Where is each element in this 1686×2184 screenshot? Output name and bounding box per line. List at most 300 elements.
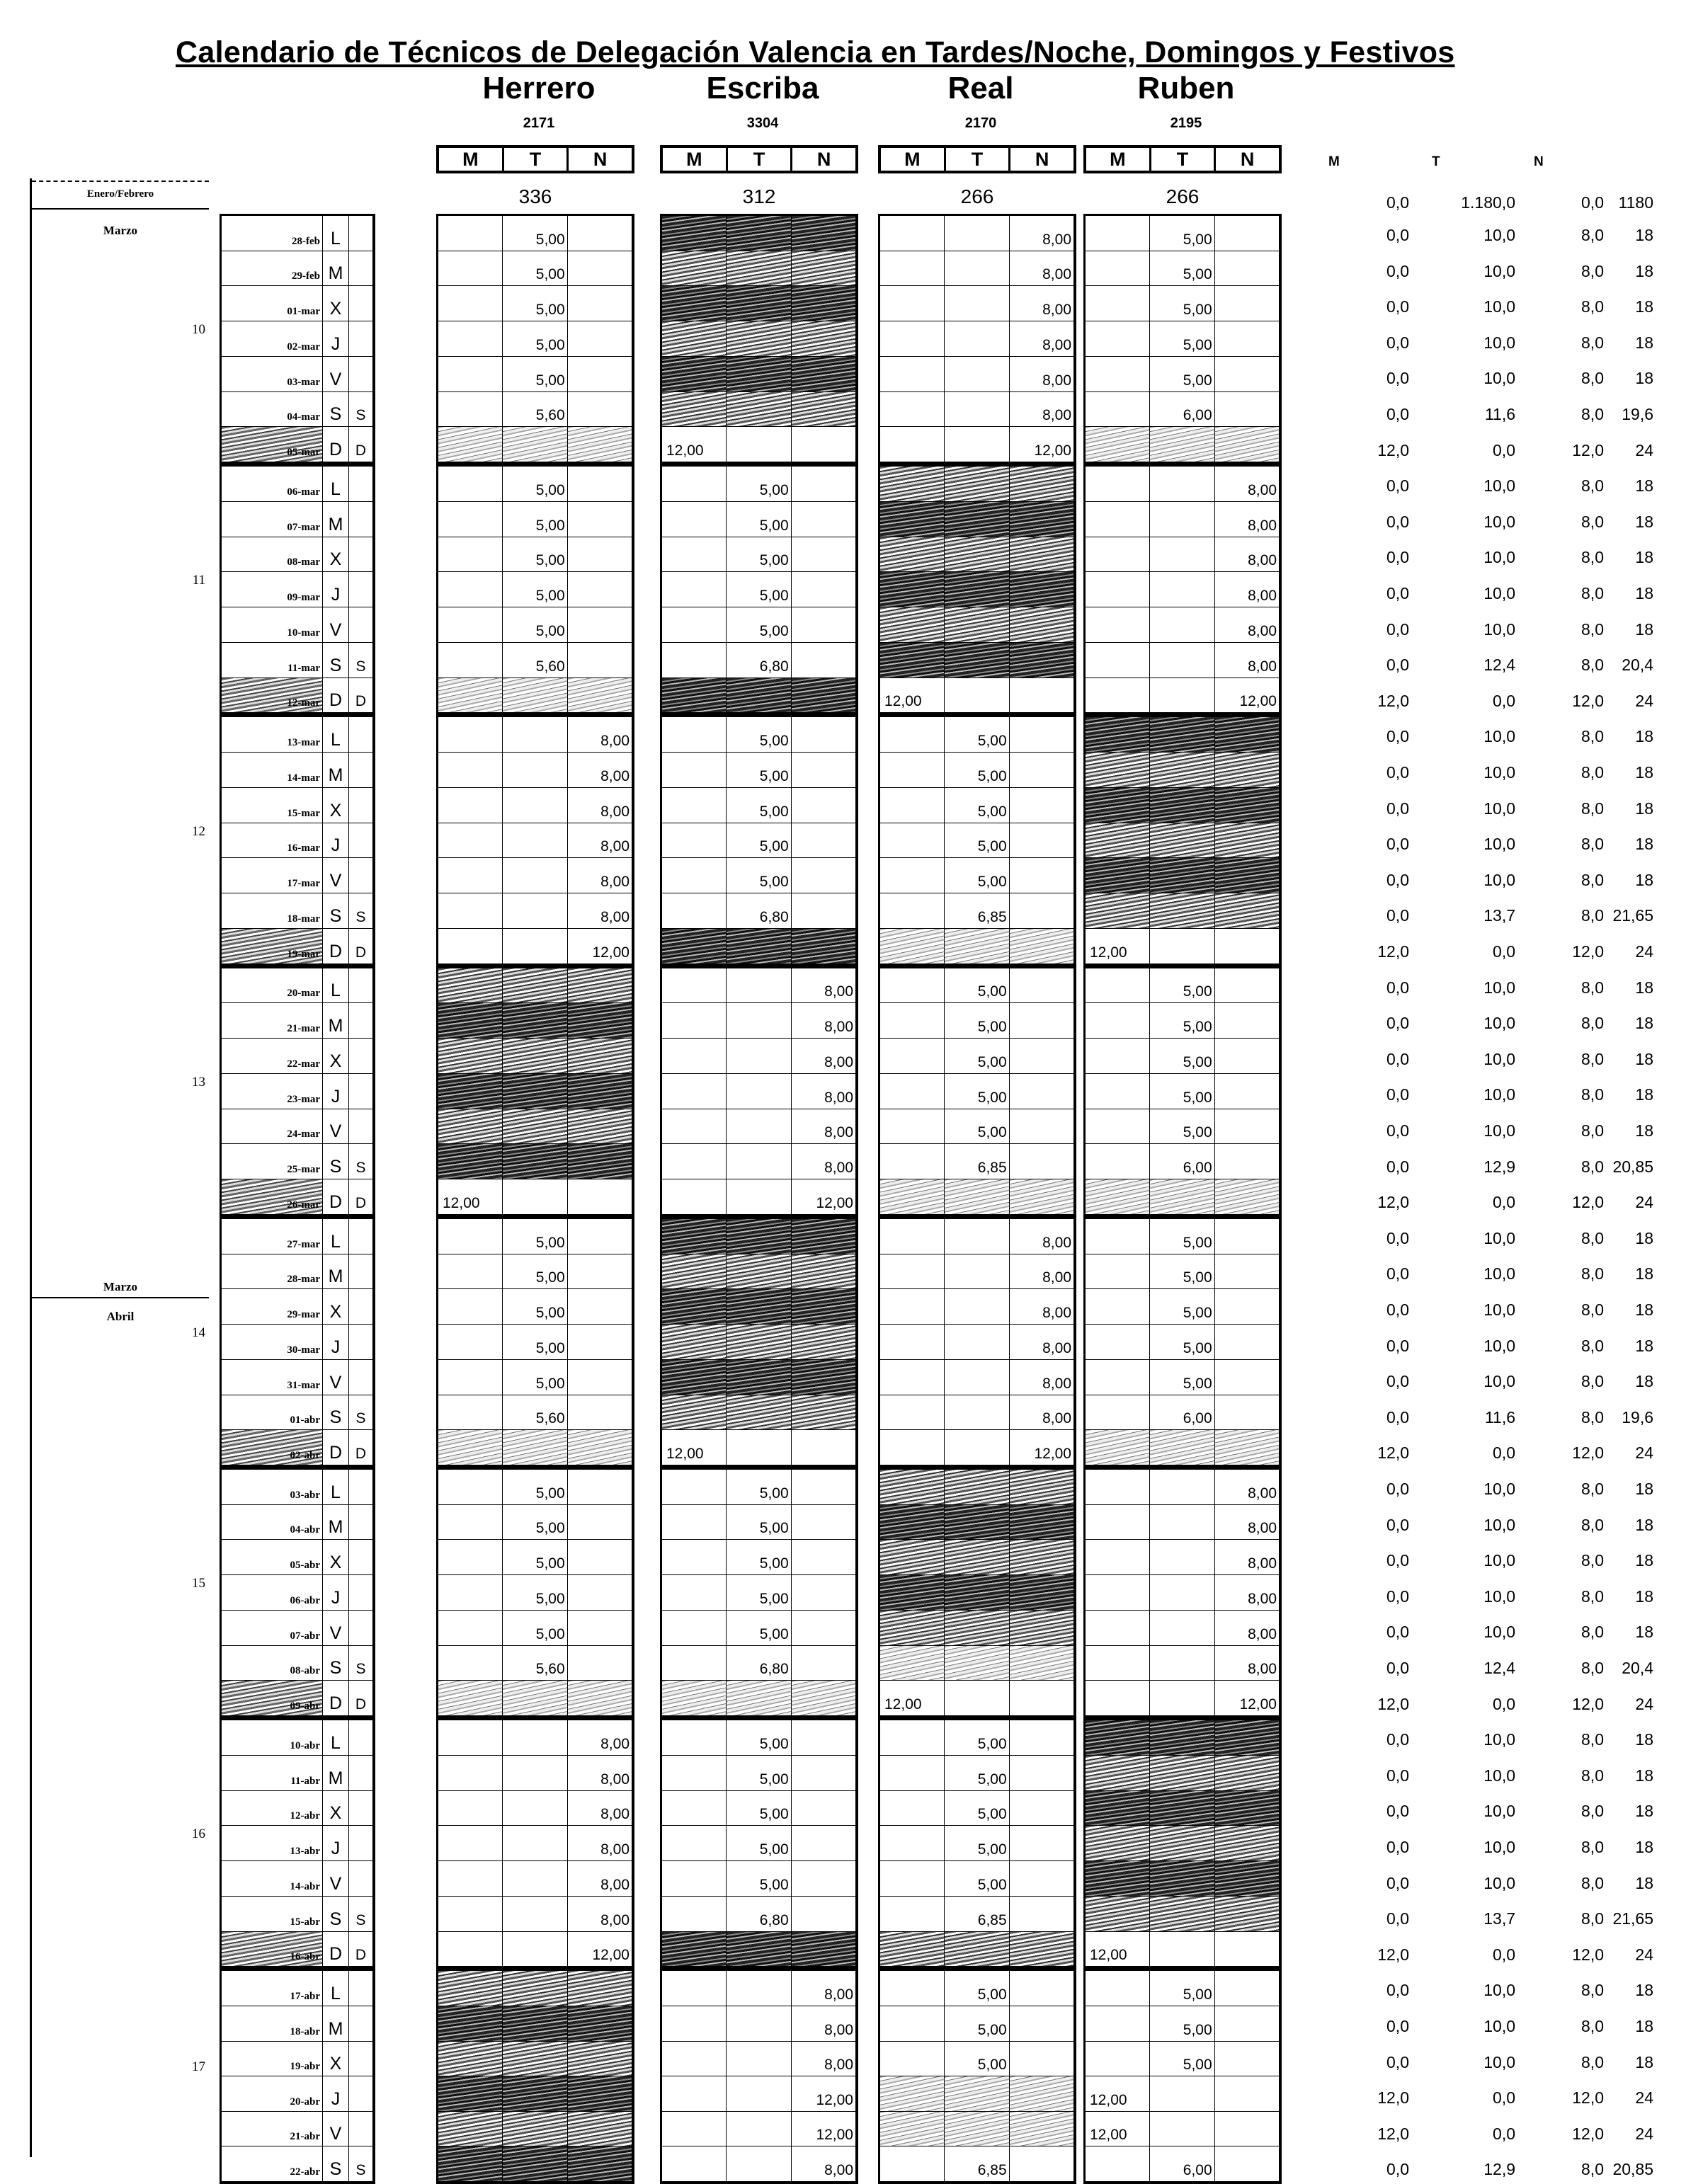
summary-value: 12,0 [1572,1443,1604,1463]
weekday-cell: J [323,1074,349,1109]
shift-cell: 5,60 [503,1395,567,1431]
week-number: 15 [192,1576,205,1591]
summary-row [1345,2148,1657,2183]
shift-cell [438,753,503,788]
shift-cell: 8,00 [792,1971,856,2006]
summary-value: 10,0 [1483,369,1515,388]
technician-week-grid [660,715,858,966]
shift-cell [792,1897,856,1932]
summary-value: 18 [1635,584,1653,602]
shaded-cell [792,1289,856,1325]
technician-week-grid [878,1468,1076,1718]
summary-value: 8,0 [1581,548,1604,567]
shaded-cell [727,1219,791,1254]
technician-week-grid [878,1718,1076,1969]
shift-cell [1086,643,1150,678]
shift-cell: 5,00 [1150,2006,1214,2042]
summary-value: 0,0 [1386,297,1409,316]
shift-cell [568,467,632,502]
shift-cell [1086,1219,1150,1254]
shift-cell [662,1971,727,2006]
shaded-cell [662,286,727,321]
weekend-cell: D [349,1430,373,1465]
weekend-cell [349,502,373,537]
summary-value: 10,0 [1483,1300,1515,1319]
summary-value: 12,0 [1377,942,1409,961]
shift-cell [880,1144,945,1179]
shift-cell [1215,1219,1280,1254]
shift-cell [503,823,567,859]
summary-value: 10,0 [1483,1085,1515,1104]
shift-cell [880,893,945,929]
weekend-cell [349,1575,373,1611]
summary-value: 24 [1635,691,1653,710]
shift-cell [1086,968,1150,1004]
shift-cell [662,1470,727,1505]
summary-row [1345,1217,1657,1252]
shift-cell: 12,00 [1010,1430,1074,1465]
technician-total: 266 [960,185,994,207]
date-cell: 24-mar [222,1109,323,1145]
shift-cell: 8,00 [792,1109,856,1145]
summary-value: 8,0 [1581,870,1604,889]
weekday-cell: D [323,427,349,462]
summary-value: 0,0 [1386,261,1409,280]
shift-cell: 8,00 [568,1756,632,1791]
technician-code: 2171 [523,115,555,131]
summary-value: 8,0 [1581,405,1604,423]
shift-cell [880,1289,945,1325]
weekday-cell: D [323,678,349,714]
summary-value: 8,0 [1581,333,1604,352]
shaded-cell [880,607,945,643]
shift-cell [1010,2146,1074,2182]
week-date-block [220,1468,375,1718]
weekend-cell [349,1826,373,1861]
shaded-cell [568,1074,632,1109]
shift-cell: 8,00 [1215,467,1280,502]
shift-cell: 5,00 [1150,1003,1214,1039]
shaded-cell [880,502,945,537]
shaded-cell [568,1039,632,1074]
summary-value: 0,0 [1386,1157,1409,1176]
shift-header-box [436,145,634,173]
date-cell: 14-abr [222,1861,323,1897]
shaded-cell [1010,572,1074,607]
shift-cell [880,1430,945,1465]
shaded-cell [438,1430,503,1465]
shift-cell [945,321,1009,357]
shift-label-t: T [1151,148,1217,171]
shift-cell: 5,00 [945,1971,1009,2006]
summary-value: 10,0 [1483,1121,1515,1140]
shift-cell [945,427,1009,462]
summary-row [1345,751,1657,787]
shift-cell [568,1470,632,1505]
shift-cell: 5,00 [727,1826,791,1861]
shift-cell [1010,1861,1074,1897]
technician-code: 2195 [1170,115,1202,131]
shaded-cell [880,1575,945,1611]
summary-value: 8,0 [1581,799,1604,818]
summary-row [1345,1288,1657,1324]
date-cell: 16-mar [222,823,323,859]
shift-cell [438,321,503,357]
shift-cell [792,572,856,607]
shift-cell: 12,00 [792,2076,856,2112]
shaded-cell [503,427,567,462]
shaded-cell [1215,1430,1280,1465]
shift-cell [438,1720,503,1756]
weekend-cell [349,968,373,1004]
technician-week-grid [1083,214,1282,464]
shift-cell [1086,2042,1150,2077]
summary-value: 18 [1635,1766,1653,1785]
summary-value: 24 [1635,2124,1653,2143]
summary-value: 10,0 [1483,512,1515,531]
shaded-cell [1010,1179,1074,1215]
summary-row [1345,572,1657,607]
shift-cell [568,1179,632,1215]
summary-row [1345,1897,1657,1933]
shaded-cell [1215,427,1280,462]
shift-cell [792,1505,856,1540]
shaded-cell [568,1003,632,1039]
summary-value: 12,0 [1377,2124,1409,2143]
weekday-cell: X [323,286,349,321]
weekend-cell: D [349,1932,373,1967]
shift-cell [662,607,727,643]
shaded-cell [880,1179,945,1215]
shift-cell [438,537,503,573]
shaded-cell [727,1932,791,1967]
summary-value: 0,0 [1386,1300,1409,1319]
summary-value: 13,7 [1483,906,1515,925]
shift-cell [945,1254,1009,1290]
shaded-cell [1150,1720,1214,1756]
shaded-cell [1150,753,1214,788]
weekend-cell: S [349,2146,373,2182]
shift-cell [880,858,945,893]
shaded-cell [1150,1826,1214,1861]
shaded-cell [1010,1575,1074,1611]
summary-value: 0,0 [1386,1228,1409,1247]
shift-cell [438,1395,503,1431]
summary-value: 8,0 [1581,1551,1604,1570]
summary-value: 10,0 [1483,1586,1515,1606]
shift-cell [1150,1540,1214,1575]
shaded-cell [568,968,632,1004]
shift-cell [662,823,727,859]
shaded-cell [727,286,791,321]
shaded-cell [727,929,791,964]
summary-row [1345,1038,1657,1073]
shift-cell [662,1791,727,1826]
shift-cell [503,893,567,929]
shift-cell [438,1826,503,1861]
shift-cell: 12,00 [1086,2112,1150,2147]
summary-row [1345,1504,1657,1539]
shift-cell [945,1430,1009,1465]
shift-cell: 6,00 [1150,2146,1214,2182]
shift-cell [727,2042,791,2077]
shaded-cell [792,251,856,287]
summary-value: 8,0 [1581,476,1604,496]
shift-cell [1215,2112,1280,2147]
shaded-cell [1086,753,1150,788]
shaded-cell [438,968,503,1004]
shift-cell [438,251,503,287]
shift-cell [1215,1074,1280,1109]
shift-cell [792,643,856,678]
weekday-cell: D [323,1932,349,1967]
summary-value: 0,0 [1386,1336,1409,1355]
summary-value: 0,0 [1386,369,1409,388]
weekend-cell: D [349,1179,373,1215]
weekday-cell: L [323,1219,349,1254]
summary-value: 0,0 [1493,942,1515,961]
shift-cell: 8,00 [1215,1611,1280,1646]
summary-value: 8,0 [1581,226,1604,244]
weekday-cell: S [323,392,349,428]
shift-cell [503,1897,567,1932]
summary-value: 0,0 [1386,906,1409,925]
shaded-cell [792,1681,856,1716]
shift-cell: 5,00 [727,858,791,893]
shaded-cell [503,1430,567,1465]
shift-cell [662,788,727,823]
summary-row [1345,1109,1657,1145]
summary-value: 18 [1635,799,1653,818]
shift-cell [568,502,632,537]
shift-cell: 12,00 [568,1932,632,1967]
summary-row [1345,1002,1657,1037]
shift-cell [568,216,632,251]
shaded-cell [880,1470,945,1505]
week-date-block [220,715,375,966]
shift-cell [1215,1039,1280,1074]
summary-value: 21,65 [1612,1909,1653,1928]
technician-week-grid [660,214,858,464]
shift-cell [568,1540,632,1575]
summary-value: 10,0 [1483,584,1515,602]
shift-cell [880,1720,945,1756]
technician-week-grid [660,966,858,1217]
summary-value: 24 [1635,942,1653,961]
shift-cell [503,1756,567,1791]
shift-cell [1150,1505,1214,1540]
shaded-cell [792,1325,856,1360]
shift-cell [568,1575,632,1611]
weekday-cell: M [323,502,349,537]
technician-total: 266 [1166,185,1200,207]
shift-cell [880,2042,945,2077]
shift-cell [438,1575,503,1611]
shift-cell: 12,00 [1215,678,1280,714]
shift-cell: 8,00 [568,1791,632,1826]
date-cell: 11-abr [222,1756,323,1791]
summary-value: 12,0 [1377,691,1409,710]
shift-cell: 5,00 [1150,216,1214,251]
shift-label-t: T [504,148,569,171]
shift-cell: 5,00 [727,1575,791,1611]
shift-cell [438,1360,503,1395]
shaded-cell [568,678,632,714]
shaded-cell [568,2146,632,2182]
summary-row [1345,715,1657,750]
shaded-cell [662,678,727,714]
shift-cell [1086,1254,1150,1290]
summary-row [1345,608,1657,644]
shift-cell: 8,00 [1010,392,1074,428]
date-cell: 04-mar [222,392,323,428]
shift-cell [880,216,945,251]
shift-cell [1010,968,1074,1004]
shift-label-n: N [593,148,608,170]
summary-value: 8,0 [1581,1372,1604,1391]
shift-cell: 5,00 [945,1720,1009,1756]
weekday-cell: L [323,1971,349,2006]
shift-cell: 8,00 [1010,321,1074,357]
technician-name: Escriba [706,71,819,105]
shift-cell: 8,00 [792,1003,856,1039]
shift-cell: 5,00 [1150,321,1214,357]
shaded-cell [1150,823,1214,859]
weekday-cell: V [323,1611,349,1646]
shift-cell [727,1109,791,1145]
date-cell: 22-mar [222,1039,323,1074]
technician-name: Ruben [1137,71,1235,105]
shift-cell [568,251,632,287]
date-cell: 05-abr [222,1540,323,1575]
shift-cell: 5,00 [503,1611,567,1646]
shift-cell: 8,00 [1215,1540,1280,1575]
summary-value: 8,0 [1581,835,1604,854]
shift-label-n: N [1240,148,1255,170]
shaded-cell [438,1039,503,1074]
summary-value: 8,0 [1581,727,1604,746]
date-cell: 12-abr [222,1791,323,1826]
summary-value: 8,0 [1581,1981,1604,2000]
weekday-cell: D [323,1681,349,1716]
summary-value: 18 [1635,226,1653,244]
summary-value: 10,0 [1483,1336,1515,1355]
shaded-cell [945,1575,1009,1611]
weekend-cell [349,572,373,607]
summary-value: 18 [1635,1515,1653,1534]
summary-value: 8,0 [1581,584,1604,602]
shift-cell [792,1470,856,1505]
shift-cell: 5,60 [503,392,567,428]
shift-cell [792,537,856,573]
summary-value: 10,0 [1483,1623,1515,1642]
summary-value: 0,0 [1386,548,1409,567]
shift-cell [1150,467,1214,502]
weekday-cell: J [323,1575,349,1611]
summary-value: 18 [1635,1802,1653,1821]
summary-value: 10,0 [1483,835,1515,854]
weekend-cell [349,607,373,643]
shift-cell [880,321,945,357]
shift-cell [792,893,856,929]
shift-cell: 8,00 [568,893,632,929]
shift-cell: 8,00 [568,1720,632,1756]
summary-value: 0,0 [1386,1049,1409,1068]
shift-cell [1010,1003,1074,1039]
weekday-cell: D [323,1430,349,1465]
weekend-cell [349,467,373,502]
shift-cell [568,1254,632,1290]
shift-cell [662,1039,727,1074]
weekend-cell [349,858,373,893]
shift-cell: 5,00 [503,1470,567,1505]
shift-cell: 12,00 [792,1179,856,1215]
summary-value: 0,0 [1493,691,1515,710]
shaded-cell [662,1219,727,1254]
summary-value: 10,0 [1483,2052,1515,2071]
shift-cell [1010,1897,1074,1932]
summary-value: 8,0 [1581,619,1604,639]
shift-cell: 12,00 [792,2112,856,2147]
shaded-cell [792,357,856,392]
weekend-cell [349,1505,373,1540]
summary-value: 0,0 [1386,1121,1409,1140]
summary-value: 10,0 [1483,1802,1515,1821]
technician-week-grid [878,1969,1076,2184]
shaded-cell [792,929,856,964]
shift-cell: 6,85 [945,893,1009,929]
shaded-cell [438,1144,503,1179]
shift-cell: 5,00 [1150,2042,1214,2077]
shift-cell: 12,00 [662,427,727,462]
shift-cell [792,1826,856,1861]
weekday-cell: V [323,2112,349,2147]
shift-cell [1215,1109,1280,1145]
shift-cell [1086,1470,1150,1505]
shift-cell [662,893,727,929]
shift-cell [1086,1144,1150,1179]
weekday-cell: S [323,1144,349,1179]
shaded-cell [1215,753,1280,788]
summary-value: 10,0 [1483,1480,1515,1498]
summary-value: 18 [1635,1121,1653,1140]
shift-cell [792,607,856,643]
shaded-cell [503,1109,567,1145]
summary-row [1345,357,1657,392]
summary-value: 0,0 [1386,727,1409,746]
shift-cell: 5,00 [1150,1219,1214,1254]
shaded-cell [1150,1897,1214,1932]
summary-value: 8,0 [1581,1407,1604,1427]
shift-cell: 12,00 [568,929,632,964]
summary-value: 18 [1635,1372,1653,1391]
shift-cell: 6,80 [727,1646,791,1681]
month-label-first: Enero/Febrero [86,188,154,200]
shift-cell: 5,00 [727,753,791,788]
shaded-cell [1010,1505,1074,1540]
month-divider [32,181,209,182]
summary-value: 18 [1635,548,1653,567]
shift-cell [438,1791,503,1826]
shaded-cell [1150,1179,1214,1215]
shaded-cell [438,1003,503,1039]
shaded-cell [568,1430,632,1465]
summary-value: 0,0 [1386,870,1409,889]
shaded-cell [503,2006,567,2042]
shift-cell: 12,00 [1010,427,1074,462]
shift-cell: 8,00 [568,717,632,753]
summary-value: 0,0 [1493,1193,1515,1212]
